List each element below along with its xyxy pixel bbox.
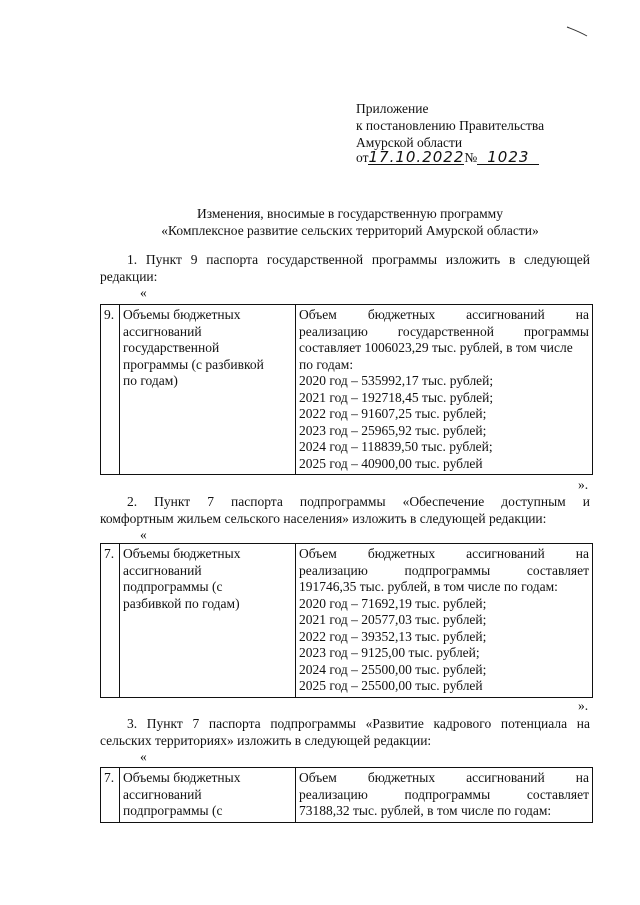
row-value-line: 2022 год – 91607,25 тыс. рублей; (299, 406, 487, 421)
row-value-line: Объем бюджетных ассигнований на (299, 307, 589, 322)
number-sign: № (464, 150, 478, 165)
row-value-line: 2025 год – 40900,00 тыс. рублей (299, 455, 483, 471)
row-label-line: Объемы бюджетных (123, 546, 241, 561)
row-value-line: 2020 год – 71692,19 тыс. рублей; (299, 595, 487, 611)
row-label-line: разбивкой по годам) (123, 595, 240, 611)
table-row (101, 544, 593, 698)
row-label-line: государственной (123, 340, 220, 355)
handwritten-date: 17.10.2022 (368, 148, 465, 166)
row-value-line: 2020 год – 535992,17 тыс. рублей; (299, 373, 494, 388)
item-1-open-quote: « (140, 285, 147, 300)
row-value-line: реализацию подпрограммы составляет (299, 562, 589, 578)
handwritten-number: 1023 (477, 150, 539, 165)
row-label-line: ассигнований (123, 562, 202, 578)
row-value-line: 2024 год – 118839,50 тыс. рублей; (299, 439, 493, 454)
title-line-1: Изменения, вносимые в государственную программу (197, 206, 503, 221)
row-value-cell (296, 544, 593, 698)
row-label-line: Объемы бюджетных (123, 307, 241, 322)
document-title (100, 205, 600, 239)
title-line-2: «Комплексное развитие сельских территорий Амурской области» (161, 223, 539, 238)
row-label-cell (120, 544, 296, 698)
appendix-date-line (356, 150, 539, 166)
row-value-line: по годам: (299, 356, 354, 372)
row-label-line: ассигнований (123, 323, 202, 339)
row-value-line: 2021 год – 192718,45 тыс. рублей; (299, 389, 494, 405)
appendix-resolution-label: к постановлению Правительства (356, 118, 545, 133)
item-3-table (100, 767, 593, 823)
appendix-region-label: Амурской области (356, 135, 463, 150)
row-value-line: 2023 год – 9125,00 тыс. рублей; (299, 645, 480, 660)
row-value-line: 2025 год – 25500,00 тыс. рублей (299, 678, 483, 693)
row-label-line: ассигнований (123, 786, 202, 802)
item-1-close-quote: ». (578, 477, 589, 492)
item-3-paragraph-line-1: 3. Пункт 7 паспорта подпрограммы «Развитие кадрового потенциала на (127, 716, 590, 731)
row-value-line: реализацию государственной программы (299, 323, 589, 339)
row-value-line: 191746,35 тыс. рублей, в том числе по годам: (299, 579, 558, 594)
row-label-line: Объемы бюджетных (123, 770, 241, 785)
table-row (101, 305, 593, 475)
row-label-cell (120, 768, 296, 823)
row-value-cell (296, 768, 593, 823)
item-2-paragraph-line-1: 2. Пункт 7 паспорта подпрограммы «Обеспечение доступным и (127, 494, 590, 509)
row-number: 9. (101, 305, 120, 475)
pen-mark-icon (566, 25, 588, 37)
row-number: 7. (101, 544, 120, 698)
item-2-open-quote: « (140, 527, 147, 542)
row-value-line: 2023 год – 25965,92 тыс. рублей; (299, 422, 487, 438)
row-number: 7. (101, 768, 120, 823)
row-value-line: 2024 год – 25500,00 тыс. рублей; (299, 661, 487, 677)
row-value-line: 2022 год – 39352,13 тыс. рублей; (299, 628, 487, 644)
row-value-line: 2021 год – 20577,03 тыс. рублей; (299, 612, 487, 627)
row-value-line: Объем бюджетных ассигнований на (299, 546, 589, 561)
item-2-close-quote: ». (578, 698, 589, 713)
row-label-line: подпрограммы (с (123, 579, 223, 594)
row-label-cell (120, 305, 296, 475)
row-label-line: по годам) (123, 373, 178, 388)
item-1-paragraph-line-2: редакции: (100, 269, 158, 284)
item-3-open-quote: « (140, 749, 147, 764)
appendix-label: Приложение (356, 101, 429, 116)
row-label-line: программы (с разбивкой (123, 356, 264, 372)
date-prefix: от (356, 150, 369, 165)
row-value-line: Объем бюджетных ассигнований на (299, 770, 589, 785)
row-label-line: подпрограммы (с (123, 803, 223, 818)
row-value-line: реализацию подпрограммы составляет (299, 786, 589, 802)
item-2-table (100, 543, 593, 698)
row-value-cell (296, 305, 593, 475)
item-1-paragraph-line-1: 1. Пункт 9 паспорта государственной программы изложить в следующей (127, 252, 590, 267)
item-1-table (100, 304, 593, 475)
item-3-paragraph-line-2: сельских территориях» изложить в следующей редакции: (100, 733, 432, 748)
row-value-line: составляет 1006023,29 тыс. рублей, в том числе (299, 340, 573, 355)
row-value-line: 73188,32 тыс. рублей, в том числе по годам: (299, 803, 552, 818)
table-row (101, 768, 593, 823)
item-2-paragraph-line-2: комфортным жильем сельского населения» изложить в следующей редакции: (100, 511, 547, 526)
